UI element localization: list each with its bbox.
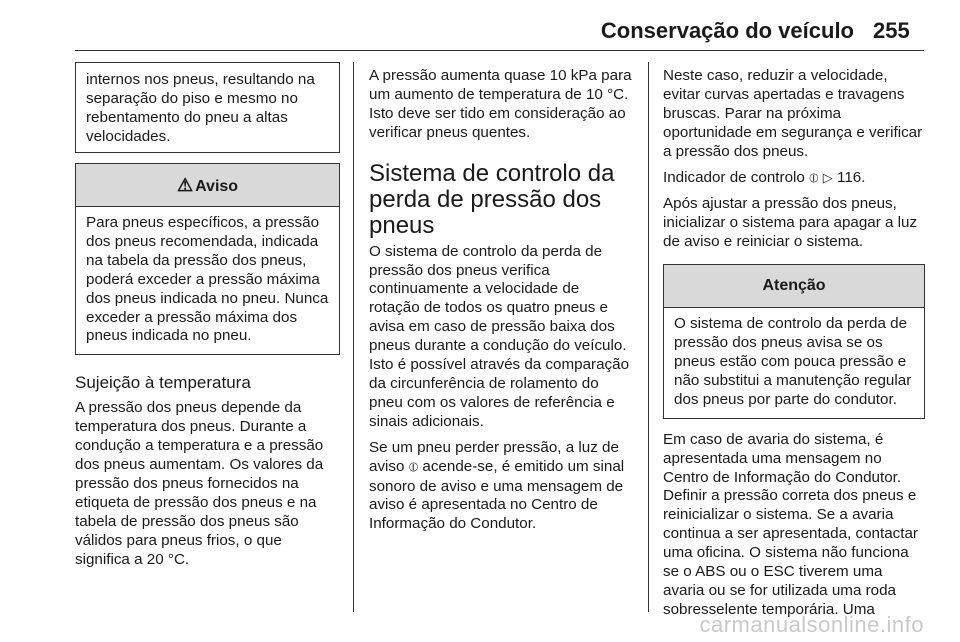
- aviso-box: [75, 163, 340, 355]
- column-divider-2: [648, 62, 649, 612]
- atencao-box: [663, 264, 925, 419]
- reduce-speed-paragraph: Neste caso, reduzir a velocidade, evitar curvas apertadas e travagens bruscas. Parar na próxima oportunidade em segurança e verificar a pressão dos pneus.: [663, 67, 923, 160]
- intro-text: internos nos pneus, resultando na separação do piso e mesmo no rebentamento do pneu a altas velocidades.: [86, 71, 315, 145]
- watermark: carmanualsonline.info: [699, 612, 924, 637]
- tpms-description: O sistema de controlo da perda de pressão dos pneus verifica continuamente a velocidade de rotação de todos os quatro pneus e avisa em caso de pressão baixa dos pneus durante a condução do veículo. Isto é possível através da comparação da circunferência de rolamento do pneu com os valores de referência e sinais adicionais.: [369, 242, 630, 430]
- warning-triangle-icon: ⚠: [176, 175, 194, 195]
- column-3: [663, 67, 925, 620]
- atencao-header: Atenção: [664, 265, 924, 308]
- header-divider: [75, 50, 924, 51]
- atencao-text: O sistema de controlo da perda de pressão dos pneus avisa se os pneus estão com pouca pressão e não substitui a manutenção regular dos pneus por parte do condutor.: [674, 315, 912, 408]
- malfunction-paragraph: Em caso de avaria do sistema, é apresentada uma mensagem no Centro de Informação do Condutor. Definir a pressão correta dos pneus e reinicializar o sistema. Se a avaria continua a ser apresentada, contactar uma oficina. O sistema não funciona se o ABS ou o ESC tiverem uma avaria ou se for utilizada uma roda sobresselente temporária. Uma: [663, 430, 918, 618]
- section-heading-tpms: Sistema de controlo da perda de pressão dos pneus: [369, 159, 615, 239]
- page-title: Conservação do veículo: [600, 18, 854, 43]
- aviso-text: Para pneus específicos, a pressão dos pneus recomendada, indicada na tabela da pressão dos pneus, poderá exceder a pressão máxima dos pneus indicada no pneu. Nunca exceder a pressão máxima dos pneus indicada no pneu.: [86, 214, 329, 345]
- tire-pressure-indicator-icon: ⦶: [809, 170, 819, 186]
- tpms-warning-paragraph: Se um pneu perder pressão, a luz de aviso ⦶ acende-se, é emitido um sinal sonoro de aviso e uma mensagem de aviso é apresentada no Centro de Informação do Condutor.: [369, 438, 625, 533]
- reset-paragraph: Após ajustar a pressão dos pneus, inicializar o sistema para apagar a luz de aviso e reiniciar o sistema.: [663, 195, 918, 251]
- aviso-header: [76, 164, 339, 207]
- temperature-paragraph: A pressão dos pneus depende da temperatura dos pneus. Durante a condução a temperatura e a pressão dos pneus aumentam. Os valores da pressão dos pneus fornecidos na etiqueta de pressão dos pneus e na tabela de pressão dos pneus são válidos para pneus frios, o que significa a 20 °C.: [75, 399, 324, 568]
- pressure-increase-paragraph: A pressão aumenta quase 10 kPa para um aumento de temperatura de 10 °C. Isto deve ser tido em consideração ao verificar pneus quentes.: [369, 67, 632, 141]
- column-1: [75, 62, 340, 570]
- section-heading-temperature: Sujeição à temperatura: [75, 373, 251, 393]
- intro-box: [75, 62, 340, 153]
- aviso-title: Aviso: [195, 178, 239, 195]
- tire-pressure-warning-icon: ⦶: [408, 459, 419, 475]
- page-number: 255: [873, 18, 910, 43]
- page-reference-arrow-icon: ▷: [822, 170, 833, 186]
- column-2: [369, 67, 634, 534]
- column-divider-1: [353, 62, 354, 612]
- control-indicator-line: Indicador de controlo ⦶ ▷ 116.: [663, 168, 866, 186]
